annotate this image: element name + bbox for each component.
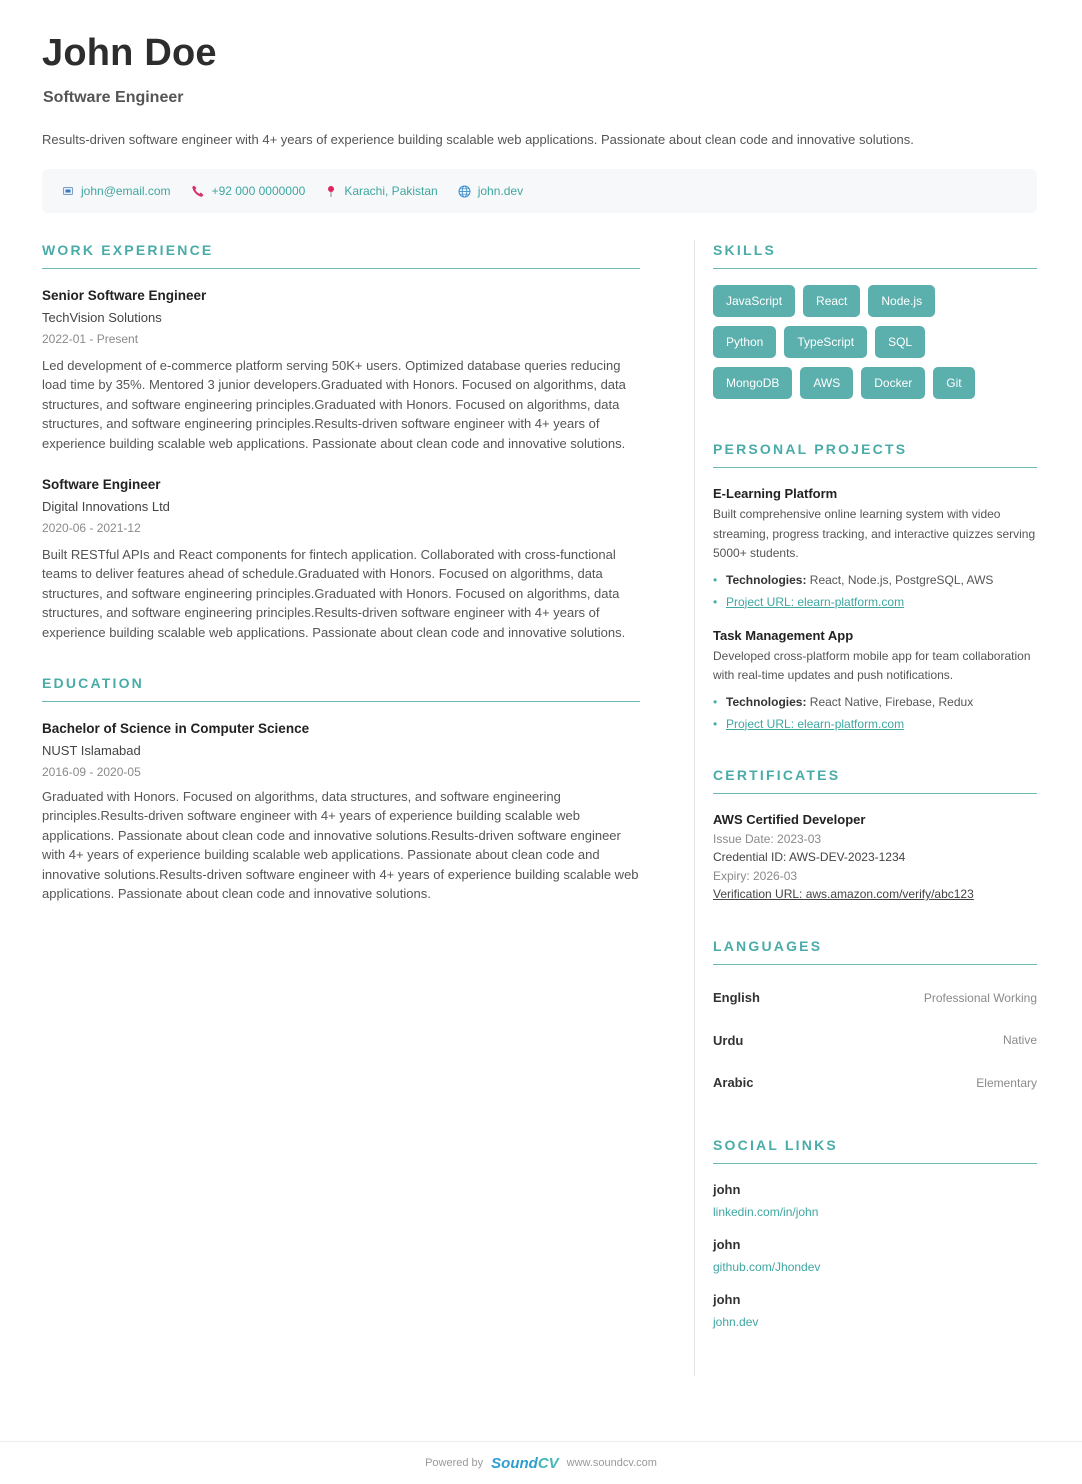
- education-school: NUST Islamabad: [42, 743, 141, 759]
- globe-icon: [458, 185, 471, 198]
- technologies-label: Technologies:: [726, 572, 807, 587]
- social-name: john: [713, 1292, 741, 1307]
- certificate-entry: [713, 812, 1037, 904]
- project-entry: [713, 486, 1037, 613]
- certificates-heading: CERTIFICATES: [713, 767, 1037, 794]
- contact-email-text: john@email.com: [81, 184, 171, 198]
- work-dates: 2020-06 - 2021-12: [42, 521, 141, 536]
- skill-tag: MongoDB: [713, 367, 792, 399]
- resume-name: John Doe: [42, 32, 217, 74]
- social-name: john: [713, 1237, 741, 1252]
- social-link-entry: [713, 1237, 1037, 1274]
- skill-tag: Docker: [861, 367, 925, 399]
- work-experience-heading: WORK EXPERIENCE: [42, 242, 640, 269]
- certificate-verification-link[interactable]: Verification URL: aws.amazon.com/verify/abc123: [713, 887, 974, 901]
- contact-bar: [42, 169, 1037, 213]
- skill-tag: AWS: [800, 367, 853, 399]
- left-column: [42, 242, 640, 904]
- technologies-value: React, Node.js, PostgreSQL, AWS: [809, 572, 994, 587]
- work-company: Digital Innovations Ltd: [42, 499, 170, 515]
- work-entry: [42, 288, 640, 453]
- language-row: [713, 977, 1037, 1020]
- social-link-entry: [713, 1182, 1037, 1219]
- social-url-link[interactable]: github.com/Jhondev: [713, 1260, 821, 1274]
- work-role: Senior Software Engineer: [42, 288, 207, 303]
- language-level: Elementary: [976, 1075, 1037, 1090]
- technologies-label: Technologies:: [726, 694, 807, 709]
- profile-summary: Results-driven software engineer with 4+ years of experience building scalable web applications. Passionate about clean code and innovative solutions.: [42, 132, 914, 147]
- education-description: Graduated with Honors. Focused on algorithms, data structures, and software engineering principles.Results-driven software engineer with 4+ years of experience building scalable web applications. Passionate about clean code and innovative solutions.Results-driven software engineer with 4+ years of experience building scalable web applications. Passionate about clean code and innovative solutions.Results-driven software engineer with 4+ years of experience building scalable web applications. Passionate about clean code and innovative solutions.: [42, 789, 639, 902]
- job-title: Software Engineer: [43, 89, 184, 106]
- education-dates: 2016-09 - 2020-05: [42, 765, 141, 780]
- project-name: Task Management App: [713, 627, 854, 643]
- work-entry: [42, 477, 640, 642]
- skill-tag: Git: [933, 367, 974, 399]
- contact-phone[interactable]: [191, 184, 306, 198]
- project-details: [713, 569, 1037, 613]
- certificate-issue-date: Issue Date: 2023-03: [713, 831, 822, 846]
- logo-part-sound: Sound: [491, 1454, 538, 1472]
- powered-by-text: Powered by: [425, 1457, 484, 1469]
- work-description: Led development of e-commerce platform serving 50K+ users. Optimized database queries reducing load time by 35%. Mentored 3 junior developers.Graduated with Honors. Focused on algorithms, data structures, and software engineering principles.Graduated with Honors. Focused on algorithms, data structures, and software engineering principles.Results-driven software engineer with 4+ years of experience building scalable web applications. Passionate about clean code and innovative solutions.: [42, 358, 626, 451]
- contact-location-text: Karachi, Pakistan: [344, 184, 438, 198]
- contact-email[interactable]: [62, 184, 171, 198]
- social-link-entry: [713, 1292, 1037, 1329]
- contact-location: [325, 184, 437, 198]
- email-icon: [62, 185, 74, 197]
- contact-phone-text: +92 000 0000000: [211, 184, 306, 198]
- social-url-link[interactable]: linkedin.com/in/john: [713, 1205, 819, 1219]
- logo-part-cv: CV: [537, 1454, 559, 1472]
- project-description: Built comprehensive online learning system with video streaming, progress tracking, and interactive quizzes serving 5000+ students.: [713, 507, 1036, 560]
- education-degree: Bachelor of Science in Computer Science: [42, 721, 310, 737]
- skills-list: [713, 285, 1013, 408]
- project-name: E-Learning Platform: [713, 486, 838, 501]
- contact-website[interactable]: [458, 184, 523, 198]
- social-url-link[interactable]: john.dev: [713, 1315, 759, 1329]
- certificate-name: AWS Certified Developer: [713, 811, 866, 827]
- skill-tag: TypeScript: [784, 326, 867, 358]
- project-url-link[interactable]: Project URL: elearn-platform.com: [726, 716, 905, 731]
- skill-tag: Node.js: [868, 285, 935, 317]
- language-level: Professional Working: [923, 990, 1037, 1005]
- phone-icon: [191, 184, 205, 198]
- language-name: Urdu: [713, 1032, 744, 1048]
- project-description: Developed cross-platform mobile app for team collaboration with real-time updates and push notifications.: [713, 648, 1031, 682]
- work-description: Built RESTful APIs and React components for fintech application. Collaborated with cross-functional teams to deliver features ahead of schedule.Graduated with Honors. Focused on algorithms, data structures, and software engineering principles.Graduated with Honors. Focused on algorithms, data structures, and software engineering principles.Results-driven software engineer with 4+ years of experience building scalable web applications. Passionate about clean code and innovative solutions.: [42, 547, 626, 640]
- technologies-value: React Native, Firebase, Redux: [809, 694, 974, 709]
- project-url-item: [713, 591, 1037, 613]
- contact-website-text: john.dev: [477, 184, 524, 198]
- project-entry: [713, 628, 1037, 735]
- certificate-expiry: Expiry: 2026-03: [713, 868, 798, 883]
- project-url-link[interactable]: Project URL: elearn-platform.com: [726, 594, 905, 609]
- language-name: English: [713, 990, 760, 1006]
- work-dates: 2022-01 - Present: [42, 332, 139, 346]
- skill-tag: Python: [713, 326, 776, 358]
- language-level: Native: [1002, 1033, 1037, 1048]
- social-name: john: [713, 1182, 741, 1197]
- project-details: [713, 691, 1037, 735]
- location-pin-icon: [325, 184, 337, 198]
- work-role: Software Engineer: [42, 477, 161, 493]
- languages-list: [713, 977, 1037, 1105]
- skill-tag: React: [803, 285, 860, 317]
- language-row: [713, 1062, 1037, 1105]
- work-company: TechVision Solutions: [42, 310, 162, 325]
- language-name: Arabic: [713, 1075, 754, 1091]
- footer: [0, 1441, 1082, 1484]
- footer-site-link[interactable]: www.soundcv.com: [566, 1457, 657, 1469]
- soundcv-logo[interactable]: [491, 1455, 559, 1472]
- skill-tag: SQL: [875, 326, 925, 358]
- certificate-credential: Credential ID: AWS-DEV-2023-1234: [713, 850, 906, 864]
- skills-heading: SKILLS: [713, 242, 1037, 269]
- projects-heading: PERSONAL PROJECTS: [713, 441, 1037, 468]
- skill-tag: JavaScript: [713, 285, 795, 317]
- education-heading: EDUCATION: [42, 675, 640, 702]
- languages-heading: LANGUAGES: [713, 938, 1037, 965]
- social-links-heading: SOCIAL LINKS: [713, 1137, 1037, 1164]
- project-technologies: [713, 691, 1037, 713]
- right-column: [713, 242, 1037, 1329]
- project-technologies: [713, 569, 1037, 591]
- column-divider: [694, 240, 695, 1376]
- language-row: [713, 1019, 1037, 1062]
- education-entry: [42, 721, 640, 903]
- project-url-item: [713, 713, 1037, 735]
